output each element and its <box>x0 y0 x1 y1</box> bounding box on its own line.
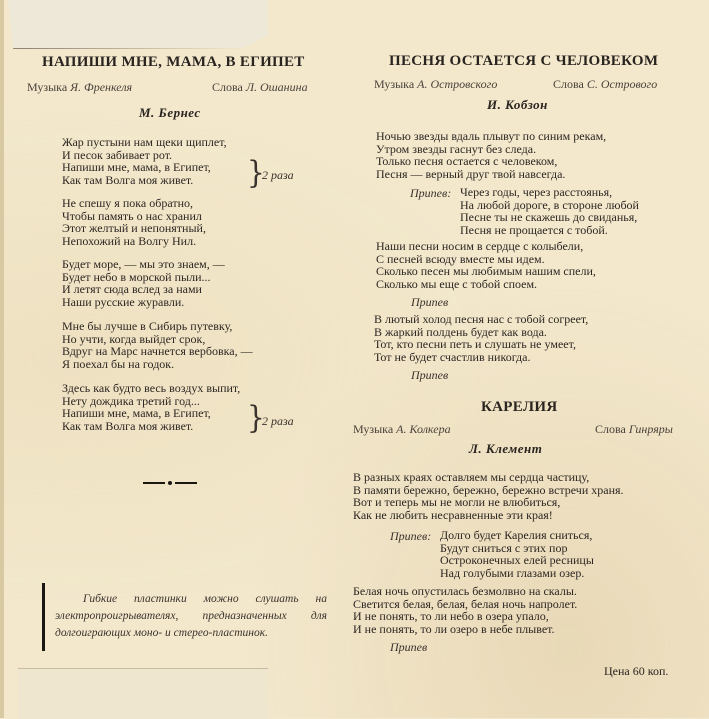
repeat-brace: } <box>247 154 265 191</box>
lyric-line: Наши песни носим в сердце с колыбели, <box>376 239 584 253</box>
lyric-line: Будут сниться с этих пор <box>440 540 568 555</box>
lyric-line: Через годы, через расстоянья, <box>460 185 613 199</box>
ornament-divider <box>143 481 197 485</box>
lyric-line: В жаркий полдень будет как вода. <box>374 324 547 339</box>
lyric-line: Тот не будет счастлив никогда. <box>374 349 531 364</box>
price-label: Цена 60 коп. <box>604 664 669 678</box>
words-label: Слова <box>212 80 243 94</box>
lyric-line: Тот, кто песни петь и слушать не умеет, <box>374 337 576 351</box>
lyric-line: Песня не прощается с тобой. <box>460 222 608 237</box>
lyric-line: Сколько мы еще с тобой споем. <box>376 276 538 291</box>
song2-music-credit <box>374 77 497 92</box>
lyricist: Гинряры <box>628 422 673 436</box>
lyric-line: Здесь как будто весь воздух выпит, <box>62 381 241 395</box>
song3-stanza-2 <box>353 585 577 635</box>
song2-stanza-1 <box>376 130 606 180</box>
lyric-line: С песней всюду вместе мы идем. <box>376 251 545 266</box>
page-edge <box>0 0 4 718</box>
song1-music-credit <box>27 80 132 95</box>
lyric-line: На любой дороге, в стороне любой <box>460 197 639 212</box>
composer: А. Колкера <box>396 422 451 436</box>
song3-words-credit <box>595 422 673 437</box>
lyric-line: В разных краях оставляем мы сердца частицу, <box>353 470 590 484</box>
lyric-line: В памяти бережно, бережно, бережно встречи храня. <box>353 482 624 497</box>
refrain-label: Припев: <box>410 186 452 200</box>
lyric-line: Над голубыми глазами озер. <box>440 565 585 580</box>
lyricist: Л. Ошанина <box>245 80 308 94</box>
lyric-line: И песок забивает рот. <box>62 147 173 162</box>
song1-performer: М. Бернес <box>139 105 201 120</box>
playback-note: Гибкие пластинки можно слушать на электропроигрывателях, предназначенных для долгоиграющих моно- и стерео-пластинок. <box>55 593 327 639</box>
lyric-line: Только песня остается с человеком, <box>376 154 558 168</box>
lyric-line: И не понять, то ли небо в озера упало, <box>353 609 549 623</box>
lyric-line: Непохожий на Волгу Нил. <box>62 233 197 248</box>
lyric-line: Как там Волга моя живет. <box>62 418 194 433</box>
lyric-line: Напиши мне, мама, в Египет, <box>62 406 211 420</box>
song1-title: НАПИШИ МНЕ, МАМА, В ЕГИПЕТ <box>42 54 305 70</box>
song2-stanza-3 <box>374 313 588 363</box>
paper-flap-top <box>8 0 268 49</box>
music-label: Музыка <box>27 80 68 94</box>
lyric-line: Вдруг на Марс начнется вербовка, — <box>62 344 253 358</box>
song3-performer: Л. Клемент <box>469 441 543 456</box>
music-label: Музыка <box>353 422 394 436</box>
lyric-line: Светится белая, белая, белая ночь напролет. <box>353 596 578 611</box>
lyric-line: Чтобы память о нас хранил <box>62 208 202 223</box>
music-label: Музыка <box>374 77 415 91</box>
lyric-line: Песне ты не скажешь до свиданья, <box>460 210 638 224</box>
song2-refrain <box>460 186 639 236</box>
paper-flap-bottom <box>18 668 268 719</box>
lyric-line: Как там Волга моя живет. <box>62 172 194 187</box>
lyric-line: Этот желтый и непонятный, <box>62 221 206 235</box>
lyric-line: Вот и теперь мы не могли не влюбиться, <box>353 495 561 509</box>
song1-words-credit <box>212 80 308 95</box>
song3-refrain <box>440 529 594 579</box>
composer: А. Островского <box>417 77 498 91</box>
song3-stanza-1 <box>353 471 624 521</box>
lyric-line: Остроконечных елей ресницы <box>440 553 594 567</box>
lyric-line: Как не любить несравненные эти края! <box>353 507 553 522</box>
note-bar <box>42 583 45 651</box>
song3-title: КАРЕЛИЯ <box>481 399 558 415</box>
lyric-line: Ночью звезды вдаль плывут по синим рекам, <box>376 129 607 143</box>
lyric-line: И летят сюда вслед за нами <box>62 282 202 296</box>
song2-words-credit <box>553 77 657 92</box>
song2-stanza-2 <box>376 240 596 290</box>
song1-stanza-2 <box>62 197 206 247</box>
lyric-line: Будет небо в морской пыли... <box>62 269 211 284</box>
lyric-line: Не спешу я пока обратно, <box>62 196 194 210</box>
composer: Я. Френкеля <box>70 80 133 94</box>
repeat-label: 2 раза <box>262 168 294 182</box>
refrain-reference: Припев <box>390 640 428 654</box>
words-label: Слова <box>553 77 584 91</box>
lyric-line: Наши русские журавли. <box>62 294 185 309</box>
lyric-line: Я поехал бы на годок. <box>62 356 175 371</box>
words-label: Слова <box>595 422 626 436</box>
lyricist: С. Острового <box>586 77 658 91</box>
repeat-label: 2 раза <box>262 414 294 428</box>
song2-performer: И. Кобзон <box>487 97 548 112</box>
song3-music-credit <box>353 422 451 437</box>
lyric-line: Утром звезды гаснут без следа. <box>376 141 537 156</box>
lyric-line: Но учти, когда выйдет срок, <box>62 331 206 346</box>
lyric-line: И не понять, то ли озеро в небе плывет. <box>353 621 555 636</box>
lyric-line: Песня — верный друг твой навсегда. <box>376 166 566 181</box>
refrain-reference: Припев <box>411 368 449 382</box>
refrain-reference: Припев <box>411 295 449 309</box>
lyric-line: В лютый холод песня нас с тобой согреет, <box>374 312 589 326</box>
lyric-line: Жар пустыни нам щеки щиплет, <box>62 135 227 149</box>
song1-stanza-3 <box>62 258 225 308</box>
lyric-line: Сколько песен мы любимым нашим спели, <box>376 264 596 278</box>
lyric-line: Мне бы лучше в Сибирь путевку, <box>62 319 233 333</box>
repeat-brace: } <box>247 399 265 436</box>
song1-stanza-1 <box>62 136 227 186</box>
lyric-line: Нету дождика третий год... <box>62 393 200 408</box>
song1-stanza-4 <box>62 320 253 370</box>
lyric-line: Будет море, — мы это знаем, — <box>62 257 225 271</box>
lyric-line: Белая ночь опустилась безмолвно на скалы. <box>353 584 577 598</box>
lyric-line: Напиши мне, мама, в Египет, <box>62 160 211 174</box>
song2-title: ПЕСНЯ ОСТАЕТСЯ С ЧЕЛОВЕКОМ <box>389 53 659 69</box>
song1-stanza-5 <box>62 382 240 432</box>
refrain-label: Припев: <box>390 529 432 543</box>
lyric-line: Долго будет Карелия сниться, <box>440 528 593 542</box>
